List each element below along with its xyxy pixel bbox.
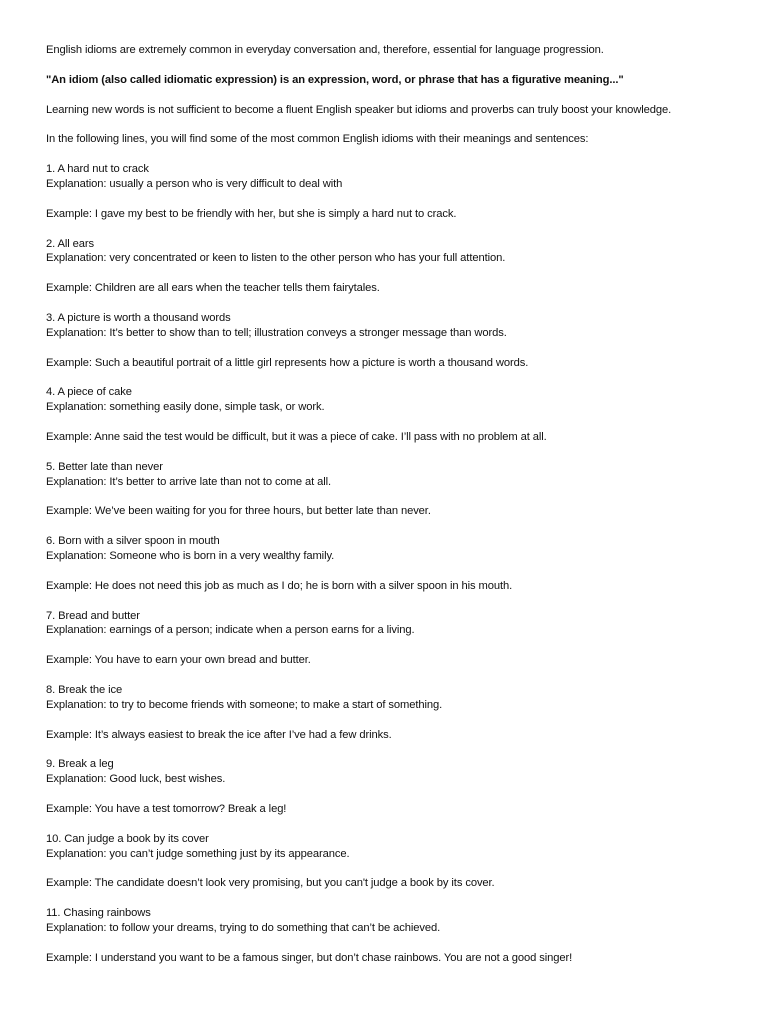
document-page bbox=[46, 43, 706, 980]
idiom-explanation: Explanation: to follow your dreams, trying to do something that can’t be achieved. bbox=[46, 921, 441, 934]
idiom-explanation: Explanation: Someone who is born in a very wealthy family. bbox=[46, 549, 335, 562]
idiom-list bbox=[46, 162, 706, 965]
idiom-explanation: Explanation: very concentrated or keen to listen to the other person who has your full attention. bbox=[46, 252, 506, 265]
idiom-title: 2. All ears bbox=[46, 237, 95, 250]
idiom-entry-3 bbox=[46, 311, 706, 370]
idiom-title: 8. Break the ice bbox=[46, 683, 123, 696]
idiom-title: 1. A hard nut to crack bbox=[46, 163, 149, 176]
idiom-explanation: Explanation: It’s better to arrive late than not to come at all. bbox=[46, 475, 332, 488]
idiom-title: 7. Bread and butter bbox=[46, 609, 140, 622]
idiom-example: Example: I gave my best to be friendly with her, but she is simply a hard nut to crack. bbox=[46, 207, 457, 220]
idiom-entry-11 bbox=[46, 906, 706, 965]
idiom-entry-7 bbox=[46, 609, 706, 668]
idiom-entry-5 bbox=[46, 460, 706, 519]
idiom-title: 10. Can judge a book by its cover bbox=[46, 832, 209, 845]
intro-paragraph-1: English idioms are extremely common in everyday conversation and, therefore, essential for language progression. bbox=[46, 44, 604, 56]
idiom-title: 5. Better late than never bbox=[46, 460, 163, 473]
idiom-explanation: Explanation: usually a person who is very difficult to deal with bbox=[46, 177, 343, 190]
idiom-title: 9. Break a leg bbox=[46, 758, 114, 771]
intro-paragraph-3: In the following lines, you will find some of the most common English idioms with their meanings and sentences: bbox=[46, 133, 589, 146]
idiom-entry-4 bbox=[46, 385, 706, 444]
idiom-example: Example: We’ve been waiting for you for three hours, but better late than never. bbox=[46, 505, 431, 518]
idiom-explanation: Explanation: Good luck, best wishes. bbox=[46, 773, 226, 786]
idiom-title: 3. A picture is worth a thousand words bbox=[46, 311, 231, 324]
idiom-example: Example: Anne said the test would be difficult, but it was a piece of cake. I’ll pass with no problem at all. bbox=[46, 430, 547, 443]
idiom-explanation: Explanation: you can’t judge something just by its appearance. bbox=[46, 847, 350, 860]
idiom-example: Example: You have a test tomorrow? Break a leg! bbox=[46, 802, 287, 815]
idiom-example: Example: I understand you want to be a famous singer, but don’t chase rainbows. You are not a good singer! bbox=[46, 951, 573, 964]
idiom-example: Example: Children are all ears when the teacher tells them fairytales. bbox=[46, 282, 380, 295]
idiom-title: 11. Chasing rainbows bbox=[46, 907, 151, 920]
idiom-definition-quote: "An idiom (also called idiomatic expression) is an expression, word, or phrase that has a figurative meaning..." bbox=[46, 73, 624, 86]
idiom-title: 6. Born with a silver spoon in mouth bbox=[46, 535, 220, 548]
idiom-example: Example: He does not need this job as much as I do; he is born with a silver spoon in his mouth. bbox=[46, 579, 513, 592]
idiom-entry-10 bbox=[46, 832, 706, 891]
idiom-entry-1 bbox=[46, 162, 706, 221]
idiom-explanation: Explanation: something easily done, simple task, or work. bbox=[46, 401, 325, 414]
idiom-example: Example: It’s always easiest to break the ice after I’ve had a few drinks. bbox=[46, 728, 392, 741]
idiom-explanation: Explanation: earnings of a person; indicate when a person earns for a living. bbox=[46, 624, 415, 637]
idiom-explanation: Explanation: to try to become friends with someone; to make a start of something. bbox=[46, 698, 443, 711]
idiom-explanation: Explanation: It’s better to show than to tell; illustration conveys a stronger message than words. bbox=[46, 326, 507, 339]
intro-paragraph-2: Learning new words is not sufficient to become a fluent English speaker but idioms and proverbs can truly boost your knowledge. bbox=[46, 103, 672, 116]
idiom-entry-8 bbox=[46, 683, 706, 742]
idiom-title: 4. A piece of cake bbox=[46, 386, 132, 399]
idiom-example: Example: The candidate doesn’t look very promising, but you can't judge a book by its cover. bbox=[46, 877, 495, 890]
idiom-example: Example: Such a beautiful portrait of a little girl represents how a picture is worth a thousand words. bbox=[46, 356, 529, 369]
idiom-entry-9 bbox=[46, 757, 706, 816]
idiom-entry-2 bbox=[46, 237, 706, 296]
idiom-entry-6 bbox=[46, 534, 706, 593]
idiom-example: Example: You have to earn your own bread and butter. bbox=[46, 654, 311, 667]
